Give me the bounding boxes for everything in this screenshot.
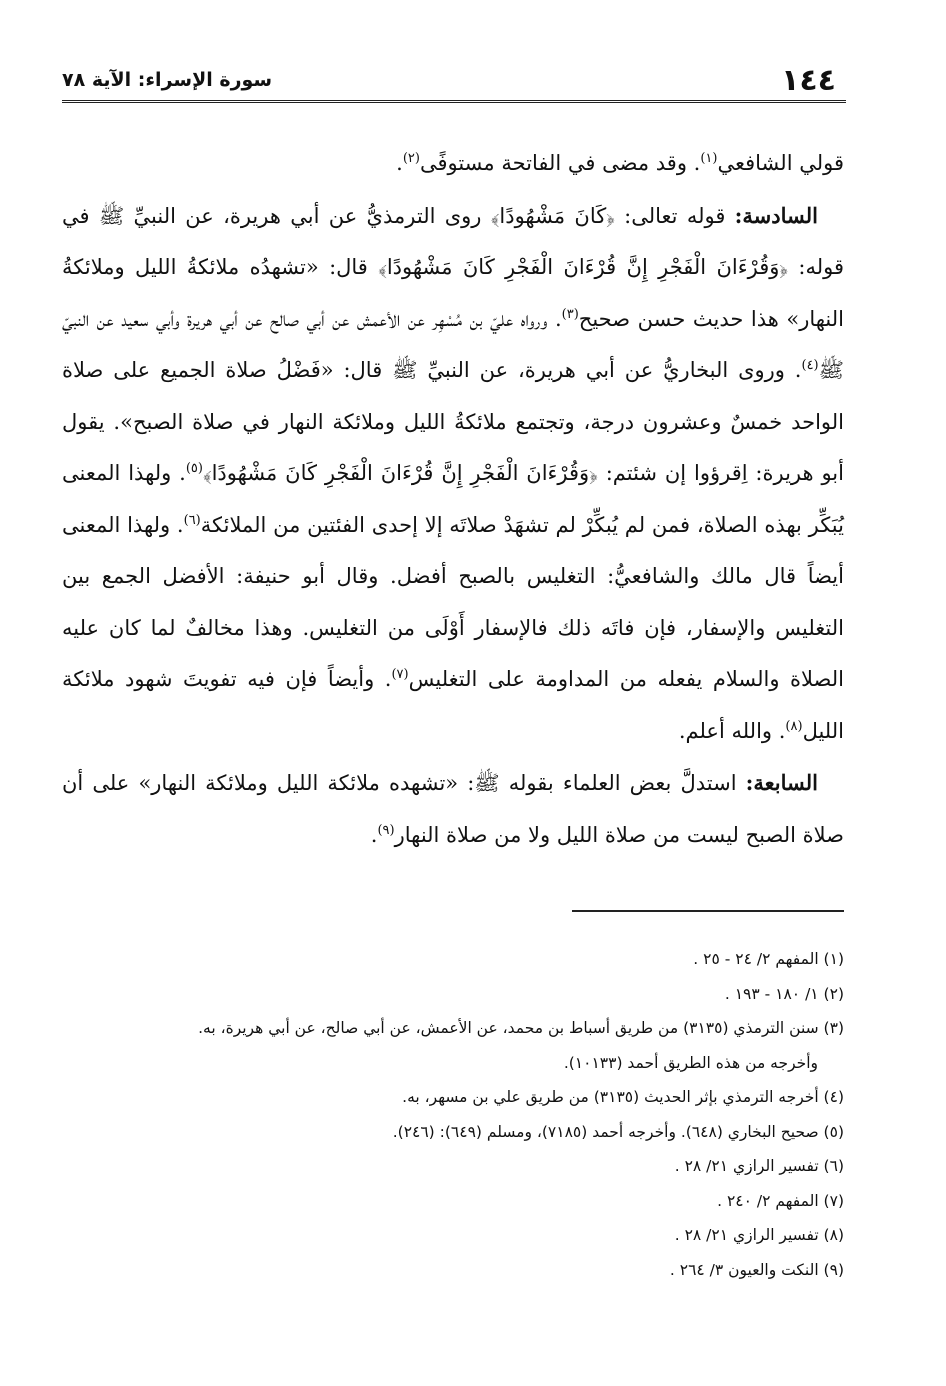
footnote-item: (٨) تفسير الرازي ٢١/ ٢٨ . [674, 1226, 844, 1244]
paragraph-text: . ولهذا المعنى أيضاً قال مالك والشافعيُّ: التغليس بالصبح أفضل. وقال أبو حنيفة: الأفضل الجمع بين التغليس والإسفار، فإن فاتَه ذلك فالإسفار أَوْلَى من التغليس. وهذا مخالفٌ لما كان عليه الصلاة والسلام يفعله من المداومة على التغليس [62, 512, 844, 691]
footnote-separator [572, 910, 844, 912]
footnote-ref: (٦) [183, 512, 201, 528]
footnote-item [62, 1011, 844, 1080]
footnote-item: (٧) المفهم ٢/ ٢٤٠ . [717, 1191, 844, 1210]
footnote-ref: (٥) [185, 461, 203, 476]
section-heading: السابعة: [745, 770, 818, 795]
footnote-ref: (٢) [402, 151, 420, 166]
footnote-item: (٩) النكت والعيون ٣/ ٢٦٤ . [669, 1260, 844, 1279]
footnotes [62, 942, 844, 1287]
paragraph-text: . وروى البخاريُّ عن أبي هريرة، عن النبيِّ ﷺ قال: «فَضْلُ صلاة الجميع على صلاة الواحد خمسٌ وعشرون درجة، وتجتمع ملائكةُ الليل وملائكة النهار في صلاة الصبح». يقول أبو هريرة: اِقرؤوا إن شئتم: ﴿وَقُرْءَانَ الْفَجْرِ إِنَّ قُرْءَانَ الْفَجْرِ كَانَ مَشْهُودًا﴾ [62, 358, 844, 485]
paragraph-text: . وقد مضى في الفاتحة مستوفًى [419, 151, 701, 175]
paragraph-text: . وأيضاً فإن فيه تفويتَ شهود ملائكة الليل [62, 667, 844, 743]
page-number: ١٤٤ [781, 62, 836, 98]
footnote-ref: (٤) [801, 358, 819, 373]
page-header [62, 60, 846, 103]
footnote-item: (٦) تفسير الرازي ٢١/ ٢٨ . [674, 1157, 844, 1175]
paragraph-text: . ورواه عليّ بن مُسْهِر عن الأعمش عن أبي صالح عن أبي هريرة وأبي سعيد عن النبيّ ﷺ [62, 306, 844, 382]
running-title: سورة الإسراء: الآية ٧٨ [62, 69, 273, 91]
paragraph-text: . [370, 822, 378, 847]
paragraph-intro [62, 138, 844, 190]
paragraph-text: قولي الشافعي [717, 151, 844, 175]
paragraph-seventh [62, 757, 844, 861]
footnote-ref: (١) [700, 151, 718, 166]
paragraph-text: استدلَّ بعض العلماء بقوله ﷺ: «تشهده ملائكة الليل وملائكة النهار» على أن صلاة الصبح ليست من صلاة الليل ولا من صلاة النهار [62, 771, 844, 847]
paragraph-text: . والله أعلم. [678, 718, 786, 743]
section-heading: السادسة: [734, 202, 818, 228]
footnote-ref: (٣) [561, 306, 579, 322]
footnote-text: (٣) سنن الترمذي (٣١٣٥) من طريق أسباط بن محمد، عن الأعمش، عن أبي صالح، عن أبي هريرة، به. [198, 1019, 844, 1037]
footnote-item: (٢) ١/ ١٨٠ - ١٩٣ . [724, 984, 844, 1003]
footnote-ref: (٧) [391, 667, 409, 682]
paragraph-sixth [62, 190, 844, 758]
footnote-item: (١) المفهم ٢/ ٢٤ - ٢٥ . [693, 950, 844, 968]
footnote-ref: (٩) [377, 822, 395, 838]
main-text [62, 138, 844, 861]
footnote-item: (٤) أخرجه الترمذي بإثر الحديث (٣١٣٥) من طريق علي بن مسهر، به. [402, 1088, 844, 1106]
paragraph-text: قوله تعالى: ﴿كَانَ مَشْهُودًا﴾ روى الترمذيُّ عن أبي هريرة، عن النبيِّ ﷺ في قوله: ﴿وَقُرْءَانَ الْفَجْرِ إِنَّ قُرْءَانَ الْفَجْرِ كَانَ مَشْهُودًا﴾ قال: «تشهدُه ملائكةُ الليل وملائكةُ النهار» هذا حديث حسن صحيح [62, 203, 844, 331]
footnote-ref: (٨) [785, 718, 803, 734]
footnote-continuation: وأخرجه من هذه الطريق أحمد (١٠١٣٣). [563, 1053, 818, 1072]
footnote-item: (٥) صحيح البخاري (٦٤٨). وأخرجه أحمد (٧١٨٥)، ومسلم (٦٤٩): (٢٤٦). [392, 1122, 844, 1141]
paragraph-text: . [396, 151, 403, 175]
paragraph-text: . ولهذا المعنى يُبَكِّر بهذه الصلاة، فمن لم يُبكِّرْ لم تشهَدْ صلاتَه إلا إحدى الفئتين من الملائكة [62, 461, 844, 537]
